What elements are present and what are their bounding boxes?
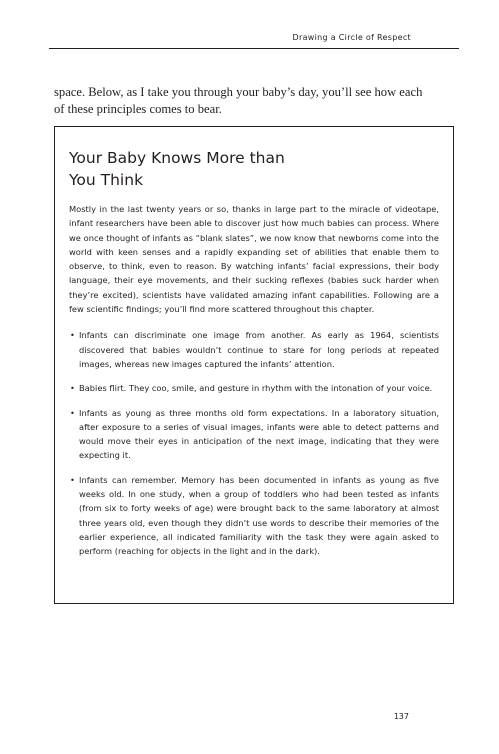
list-item xyxy=(69,381,439,395)
list-item-text: Infants as young as three months old form expectations. In a laboratory situation, after exposure to a series of visual images, infants were able to detect patterns and would move their eyes in anticipation of the next image, indicating that they were expecting it. xyxy=(79,407,439,461)
list-item xyxy=(69,328,439,371)
page-number: 137 xyxy=(393,712,409,721)
list-item-text: Infants can remember. Memory has been documented in infants as young as five weeks old. In one study, when a group of toddlers who had been tested as infants (from six to forty weeks of age) were brought back to the same laboratory at almost three years old, even though they didn’t use words to describe their memories of the earlier experience, all indicated familiarity with the task they were again asked to perform (reaching for objects in the light and in the dark). xyxy=(79,474,439,557)
sidebar-title: Your Baby Knows More than You Think xyxy=(69,149,285,189)
header-rule xyxy=(49,48,459,49)
findings-list xyxy=(69,328,439,558)
bullet-icon: • xyxy=(70,474,75,485)
bullet-icon: • xyxy=(70,330,75,341)
list-item xyxy=(69,406,439,463)
list-item-text: Babies flirt. They coo, smile, and gesture in rhythm with the intonation of your voice. xyxy=(79,383,433,394)
running-head: Drawing a Circle of Respect xyxy=(292,33,411,42)
bullet-icon: • xyxy=(70,407,75,418)
sidebar-box xyxy=(54,126,454,604)
intro-paragraph: space. Below, as I take you through your baby’s day, you’ll see how each of these principles comes to bear. xyxy=(54,85,423,116)
sidebar-paragraph: Mostly in the last twenty years or so, thanks in large part to the miracle of videotape, infant researchers have been able to discover just how much babies can process. Where we once thought of infants as “blank slates”, we now know that newborns come into the world with keen senses and a rapidly expanding set of abilities that enable them to observe, to think, even to reason. By watching infants’ facial expressions, their body language, their eye movements, and their sucking reflexes (babies suck harder when they’re excited), scientists have validated amazing infant capabilities. Following are a few scientific findings; you’ll find more scattered throughout this chapter. xyxy=(69,204,439,315)
list-item-text: Infants can discriminate one image from another. As early as 1964, scientists discovered that babies wouldn’t continue to stare for long periods at repeated images, whereas new images captured the infants’ attention. xyxy=(79,330,439,369)
list-item xyxy=(69,473,439,559)
bullet-icon: • xyxy=(70,383,75,394)
